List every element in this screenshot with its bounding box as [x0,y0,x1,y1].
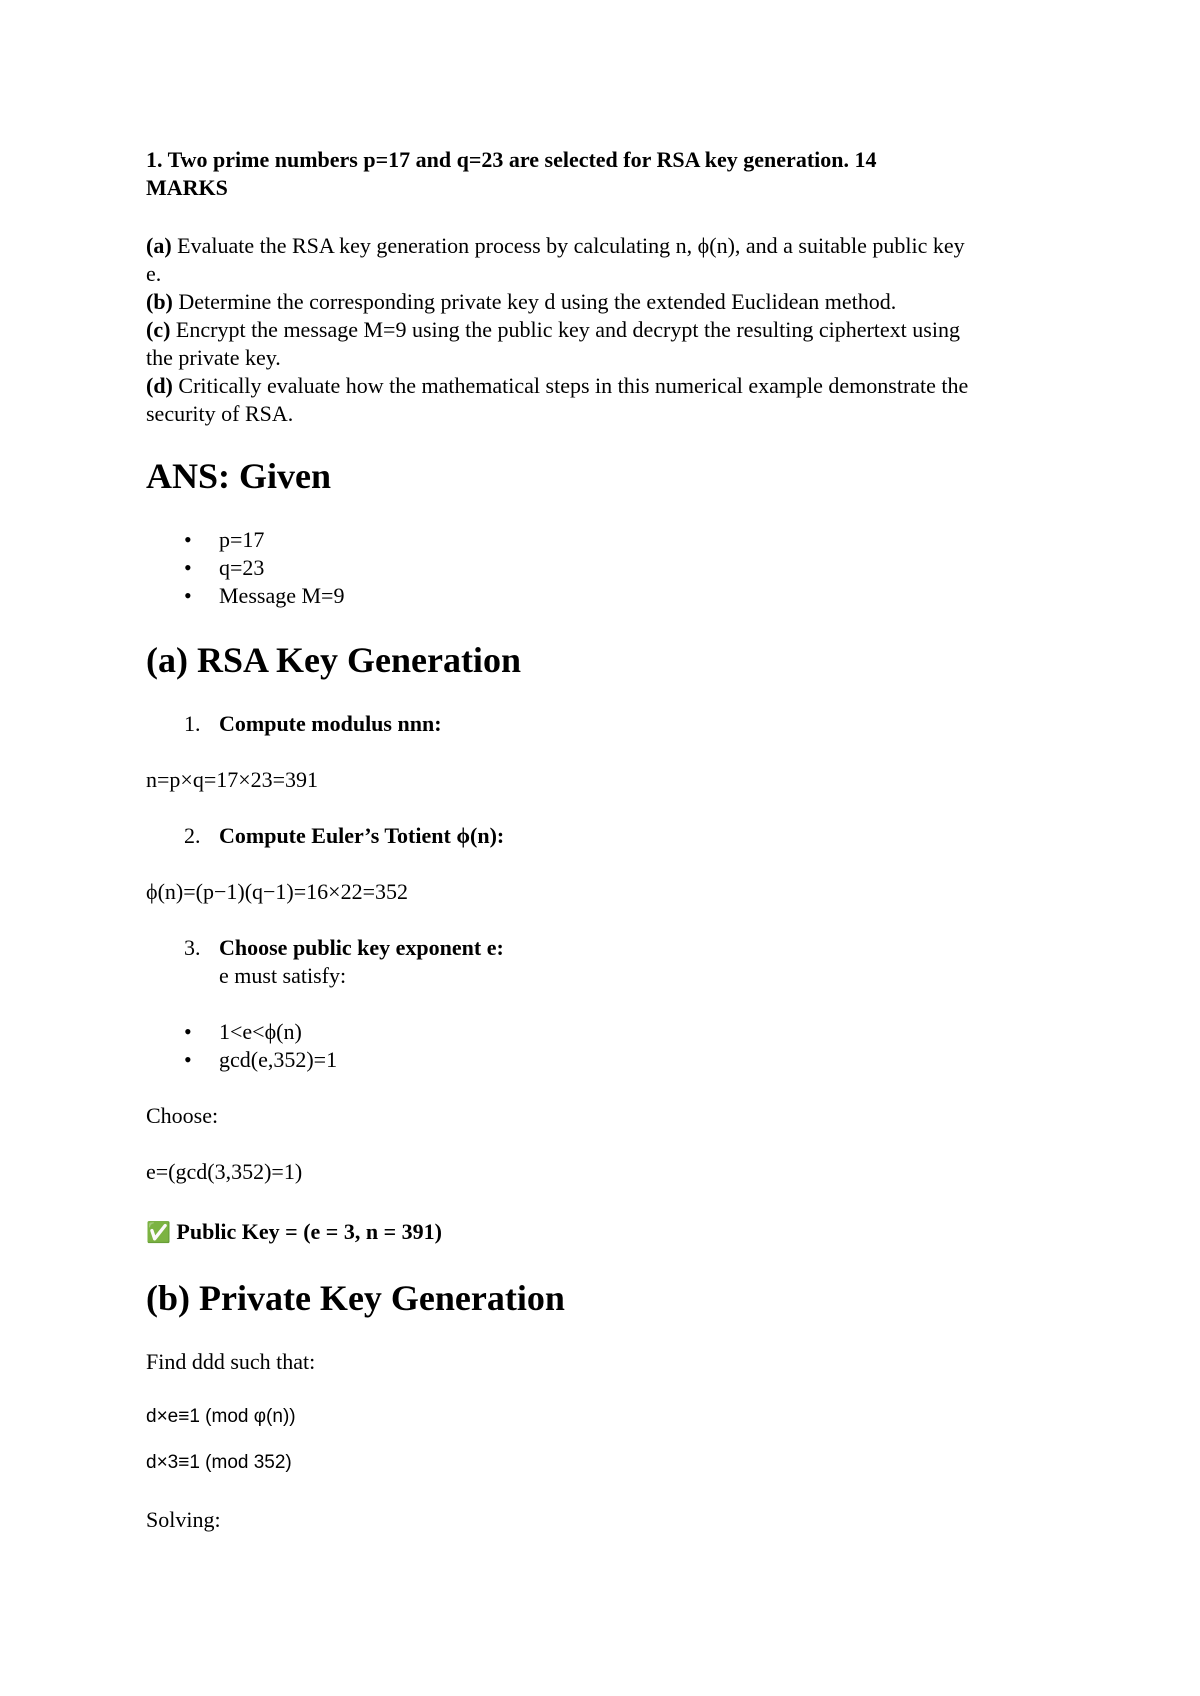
given-item: p=17 [219,527,265,552]
part-c-line1 [146,316,960,344]
step3-number: 3. [184,935,201,960]
bullet-dot: • [184,527,192,552]
part-d-line1 [146,372,968,400]
part-d-text: Critically evaluate how the mathematical steps in this numerical example demonstrate the [172,373,969,398]
part-b-line [146,288,896,316]
step1-number: 1. [184,711,201,736]
find-text: Find ddd such that: [146,1349,316,1374]
part-b-text: Determine the corresponding private key d using the extended Euclidean method. [172,289,897,314]
part-c-text: Encrypt the message M=9 using the public key and decrypt the resulting ciphertext using [170,317,960,342]
part-c-label: (c) [146,317,171,342]
choice-equation: e=(gcd(3,352)=1) [146,1159,303,1184]
ans-heading: ANS: Given [146,456,332,496]
section-a-heading: (a) RSA Key Generation [146,640,521,680]
step2-number: 2. [184,823,201,848]
public-key-text: Public Key = (e = 3, n = 391) [176,1219,442,1244]
part-a-label: (a) [146,233,172,258]
given-item: Message M=9 [219,583,345,608]
step1-label: Compute modulus nnn: [219,711,442,736]
condition-item: gcd(e,352)=1 [219,1047,338,1072]
bullet-dot: • [184,583,192,608]
part-a-line1 [146,232,965,260]
question-title-line2: MARKS [146,175,228,200]
step3-label: Choose public key exponent e: [219,935,504,960]
bullet-dot: • [184,555,192,580]
section-b-heading: (b) Private Key Generation [146,1278,565,1318]
part-a-line2: e. [146,261,162,286]
step3-subtext: e must satisfy: [219,963,347,988]
check-mark-icon: ✅ [146,1220,171,1244]
congruence-general: d×e≡1 (mod φ(n)) [146,1406,296,1427]
step2-equation: ϕ(n)=(p−1)(q−1)=16×22=352 [146,879,408,904]
part-c-line2: the private key. [146,345,281,370]
public-key-line [146,1218,442,1246]
bullet-dot: • [184,1047,192,1072]
part-b-label: (b) [146,289,173,314]
step2-label: Compute Euler’s Totient ϕ(n): [219,823,505,848]
choose-label: Choose: [146,1103,219,1128]
part-d-label: (d) [146,373,173,398]
congruence-specific: d×3≡1 (mod 352) [146,1452,292,1473]
part-d-line2: security of RSA. [146,401,294,426]
solving-label: Solving: [146,1507,221,1532]
part-a-text: Evaluate the RSA key generation process by calculating n, ϕ(n), and a suitable public key [171,233,965,258]
condition-item: 1<e<ϕ(n) [219,1019,302,1044]
question-title-line1: 1. Two prime numbers p=17 and q=23 are selected for RSA key generation. 14 [146,147,877,172]
step1-equation: n=p×q=17×23=391 [146,767,319,792]
bullet-dot: • [184,1019,192,1044]
given-item: q=23 [219,555,265,580]
